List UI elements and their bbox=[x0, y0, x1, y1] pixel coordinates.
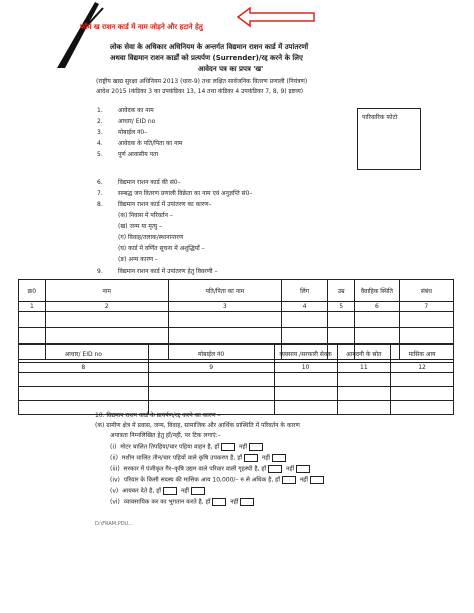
reason-item: (ख) जन्म या मृत्यु – bbox=[118, 223, 163, 230]
field-num: 8. bbox=[97, 201, 103, 208]
reason-item: (ग) विवाह/तलाक/स्थानान्तरण bbox=[118, 234, 184, 241]
family-photo-label: पारिवारिक फोटो bbox=[362, 114, 398, 121]
field-label-aadhaar: आधार/ EID no bbox=[118, 118, 156, 125]
yes-checkbox[interactable] bbox=[212, 498, 226, 506]
title-line-2: लोक सेवा के अधिकार अधिनियम के अन्तर्गत विद्यमान राशन कार्ड में उपांतरणों bbox=[110, 43, 309, 51]
yes-checkbox[interactable] bbox=[268, 465, 282, 473]
field-num: 4. bbox=[97, 140, 103, 147]
table-row[interactable] bbox=[19, 312, 454, 328]
yes-checkbox[interactable] bbox=[163, 487, 177, 495]
field-num: 1. bbox=[97, 107, 103, 114]
column-number: 10 bbox=[274, 363, 337, 373]
table-header: मासिक आय bbox=[391, 345, 454, 363]
section-9-num: 9. bbox=[97, 268, 103, 275]
yes-checkbox[interactable] bbox=[282, 476, 296, 484]
yes-checkbox[interactable] bbox=[221, 443, 235, 451]
criteria-item: (v) आयकर देते है, हाँ नहीं bbox=[110, 487, 207, 495]
table-row[interactable] bbox=[19, 373, 454, 387]
reason-item: (घ) कार्ड में वर्णित सूचना में अशुद्धियाँ – bbox=[118, 245, 205, 252]
criteria-item: (i) मोटर चालित तिपहिया/चार पहिया वाहन है, हाँ नहीं bbox=[110, 443, 265, 451]
column-number: 4 bbox=[281, 302, 327, 312]
column-number: 6 bbox=[355, 302, 400, 312]
field-num: 7. bbox=[97, 190, 103, 197]
no-checkbox[interactable] bbox=[191, 487, 205, 495]
family-photo-box[interactable] bbox=[357, 108, 421, 170]
table-header: आमदनी के स्रोत bbox=[337, 345, 390, 363]
field-label-address: पूर्ण आवासीय पता bbox=[118, 151, 159, 158]
field-num: 3. bbox=[97, 129, 103, 136]
field-label-father: आवेदक के पति/पिता का नाम bbox=[118, 140, 183, 147]
form-heading-red: फॉर्म ख राशन कार्ड में नाम जोड़ने और हटाने हेतु bbox=[80, 23, 203, 31]
no-checkbox[interactable] bbox=[249, 443, 263, 451]
criteria-item: (iv) परिवार के किसी सदस्य की मासिक आय 10,000/– रु से अधिक है, हाँ नहीं bbox=[110, 476, 326, 484]
column-number: 8 bbox=[19, 363, 149, 373]
criteria-item: (ii) मशीन चालित तीन/चार पहियों वाले कृषि उपकरण है, हाँ नहीं bbox=[110, 454, 288, 462]
table-header: वैवाहिक स्थिति bbox=[355, 280, 400, 302]
column-number: 11 bbox=[337, 363, 390, 373]
table-row[interactable] bbox=[19, 387, 454, 401]
section-10-line-a1: (क) ग्रामीण क्षेत्र में प्रवास, जन्म, विवाह, सामाजिक और आर्थिक प्रास्थिति में परिवर्तन के कारण bbox=[95, 422, 300, 429]
footer-path: D:\FRAM.PDU... bbox=[95, 521, 133, 527]
table-header: पति/पिता का नाम bbox=[168, 280, 281, 302]
section-10-title: 10. विद्यमान राशन कार्ड के प्रत्यर्पण/रद्द करने का कारण – bbox=[95, 412, 221, 419]
title-line-4: आवेदन पत्र का प्रपत्र 'ख' bbox=[198, 65, 264, 73]
no-checkbox[interactable] bbox=[240, 498, 254, 506]
field-label-mobile: मोबाईल नं0– bbox=[118, 129, 148, 136]
field-num: 2. bbox=[97, 118, 103, 125]
column-number: 2 bbox=[45, 302, 168, 312]
table-header: आधार/ EID no bbox=[19, 345, 149, 363]
pen-mark-decoration bbox=[55, 0, 110, 70]
column-number: 7 bbox=[399, 302, 453, 312]
field-label-dealer: सम्बद्ध जन वितरण प्रणाली विक्रेता का नाम एवं अनुज्ञप्ति सं0– bbox=[118, 190, 253, 197]
section-9-label: विद्यमान राशन कार्ड में उपांतरण हेतु विवरणी – bbox=[118, 268, 218, 275]
reason-item: (क) निवास में परिवर्तन – bbox=[118, 212, 173, 219]
field-label-card-no: विद्यमान राशन कार्ड की सं0– bbox=[118, 179, 181, 186]
table-header: व्यवसाय /सरकारी सेवक bbox=[274, 345, 337, 363]
no-checkbox[interactable] bbox=[310, 476, 324, 484]
field-num: 5. bbox=[97, 151, 103, 158]
criteria-item: (vi) व्यावसायिक कर का भुगतान करते है, हाँ नहीं bbox=[110, 498, 256, 506]
column-number: 12 bbox=[391, 363, 454, 373]
no-checkbox[interactable] bbox=[272, 454, 286, 462]
table-row[interactable] bbox=[19, 328, 454, 344]
table-header: संबंध bbox=[399, 280, 453, 302]
subtitle-line-1: (राष्ट्रीय खाद्य सुरक्षा अधिनियम 2013 (धारा-9) तथा लक्षित सार्वजनिक वितरण प्रणाली (नियंत्रण) bbox=[96, 78, 308, 85]
red-arrow-icon bbox=[236, 6, 316, 28]
table-header: उम्र bbox=[328, 280, 355, 302]
field-label-reason: विद्यमान राशन कार्ड में उपांतरण का कारण– bbox=[118, 201, 212, 208]
table-header: मोबाईल नं0 bbox=[148, 345, 274, 363]
table-header: क्र0 bbox=[19, 280, 46, 302]
column-number: 3 bbox=[168, 302, 281, 312]
field-label-name: आवेदक का नाम bbox=[118, 107, 154, 114]
reason-item: (ङ) अन्य कारण – bbox=[118, 256, 159, 263]
member-income-table bbox=[18, 344, 454, 415]
table-row[interactable] bbox=[19, 401, 454, 415]
no-checkbox[interactable] bbox=[296, 465, 310, 473]
title-line-3: अथवा विद्यमान राशन कार्डों को प्रत्यर्पण (Surrender)/रद्द करने के लिए bbox=[110, 54, 303, 62]
column-number: 9 bbox=[148, 363, 274, 373]
column-number: 1 bbox=[19, 302, 46, 312]
table-header: नाम bbox=[45, 280, 168, 302]
subtitle-line-2: आदेश 2015 (कंडिका 3 का उपकंडिका 13, 14 तथा कंडिका 4 उपकंडिका 7, 8, 9) द्रष्टव्य) bbox=[96, 88, 304, 95]
criteria-item: (iii) सरकार में पंजीकृत गैर–कृषि उद्यम वाले परिवार वाली गृहस्थी है, हाँ नहीं bbox=[110, 465, 312, 473]
table-header: लिंग bbox=[281, 280, 327, 302]
section-10-line-a2: अपात्रता निम्नलिखित हेतु हाँ/नहीं, पर टिक लगाएं:– bbox=[110, 432, 221, 439]
field-num: 6. bbox=[97, 179, 103, 186]
yes-checkbox[interactable] bbox=[244, 454, 258, 462]
column-number: 5 bbox=[328, 302, 355, 312]
